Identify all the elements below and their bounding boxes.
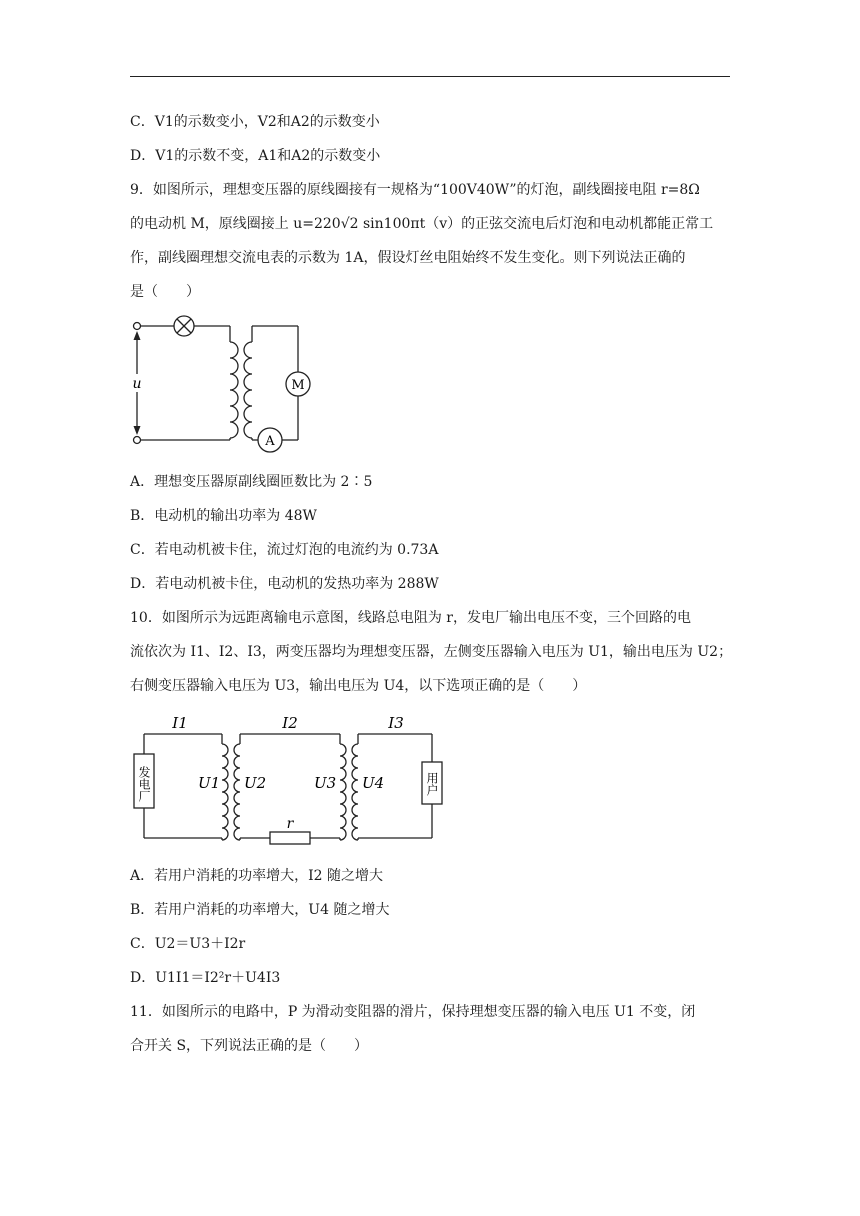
q11-stem-line1: 11．如图所示的电路中，P 为滑动变阻器的滑片，保持理想变压器的输入电压 U1 不变，闭 bbox=[130, 1004, 696, 1020]
q9-stem-line2: 的电动机 M，原线圈接上 u=220√2 sin100πt（v）的正弦交流电后灯泡和电动机都能正常工 bbox=[130, 216, 714, 232]
q10-option-b: B．若用户消耗的功率增大，U4 随之增大 bbox=[130, 902, 390, 918]
q10-I2-label: I2 bbox=[282, 714, 298, 732]
q10-I1-label: I1 bbox=[172, 714, 188, 732]
q9-option-a: A．理想变压器原副线圈匝数比为 2∶5 bbox=[130, 474, 373, 490]
q10-stem-line1: 10．如图所示为远距离输电示意图，线路总电阻为 r，发电厂输出电压不变，三个回路的电 bbox=[130, 610, 691, 626]
q11-stem-line2: 合开关 S，下列说法正确的是（ ） bbox=[130, 1038, 369, 1054]
q10-stem-line2: 流依次为 I1、I2、I3，两变压器均为理想变压器，左侧变压器输入电压为 U1，输出电压为 U2； bbox=[130, 644, 733, 660]
q10-U3-label: U3 bbox=[314, 774, 337, 792]
q10-option-c: C．U2＝U3＋I2r bbox=[130, 936, 246, 952]
header-rule bbox=[130, 76, 730, 77]
q9-option-c: C．若电动机被卡住，流过灯泡的电流约为 0.73A bbox=[130, 542, 439, 558]
q10-r-label: r bbox=[286, 816, 294, 832]
q9-stem-line3: 作，副线圈理想交流电表的示数为 1A，假设灯丝电阻始终不发生变化。则下列说法正确的 bbox=[130, 250, 686, 266]
q9-stem-line4: 是（ ） bbox=[130, 284, 200, 300]
q10-transmission-diagram bbox=[128, 706, 448, 848]
q9-transformer-circuit bbox=[128, 312, 318, 454]
q8-option-c: C．V1的示数变小，V2和A2的示数变小 bbox=[130, 114, 380, 130]
q10-U4-label: U4 bbox=[362, 774, 385, 792]
q8-option-d: D．V1的示数不变，A1和A2的示数变小 bbox=[130, 148, 381, 164]
q10-I3-label: I3 bbox=[388, 714, 404, 732]
q9-motor-label: M bbox=[291, 378, 305, 393]
q9-option-b: B．电动机的输出功率为 48W bbox=[130, 508, 317, 524]
q10-option-a: A．若用户消耗的功率增大，I2 随之增大 bbox=[130, 868, 383, 884]
q9-option-d: D．若电动机被卡住，电动机的发热功率为 288W bbox=[130, 576, 439, 592]
q9-u-label: u bbox=[132, 376, 142, 392]
q10-U1-label: U1 bbox=[198, 774, 221, 792]
q10-U2-label: U2 bbox=[244, 774, 267, 792]
q9-stem-line1: 9．如图所示，理想变压器的原线圈接有一规格为“100V40W”的灯泡，副线圈接电阻 r=8Ω bbox=[130, 182, 700, 198]
q10-plant-label: 发电厂 bbox=[137, 766, 151, 802]
q10-user-label: 用户 bbox=[425, 772, 439, 796]
q9-ammeter-label: A bbox=[265, 434, 275, 449]
q10-stem-line3: 右侧变压器输入电压为 U3，输出电压为 U4，以下选项正确的是（ ） bbox=[130, 678, 587, 694]
q10-option-d: D．U1I1＝I2²r＋U4I3 bbox=[130, 970, 281, 986]
